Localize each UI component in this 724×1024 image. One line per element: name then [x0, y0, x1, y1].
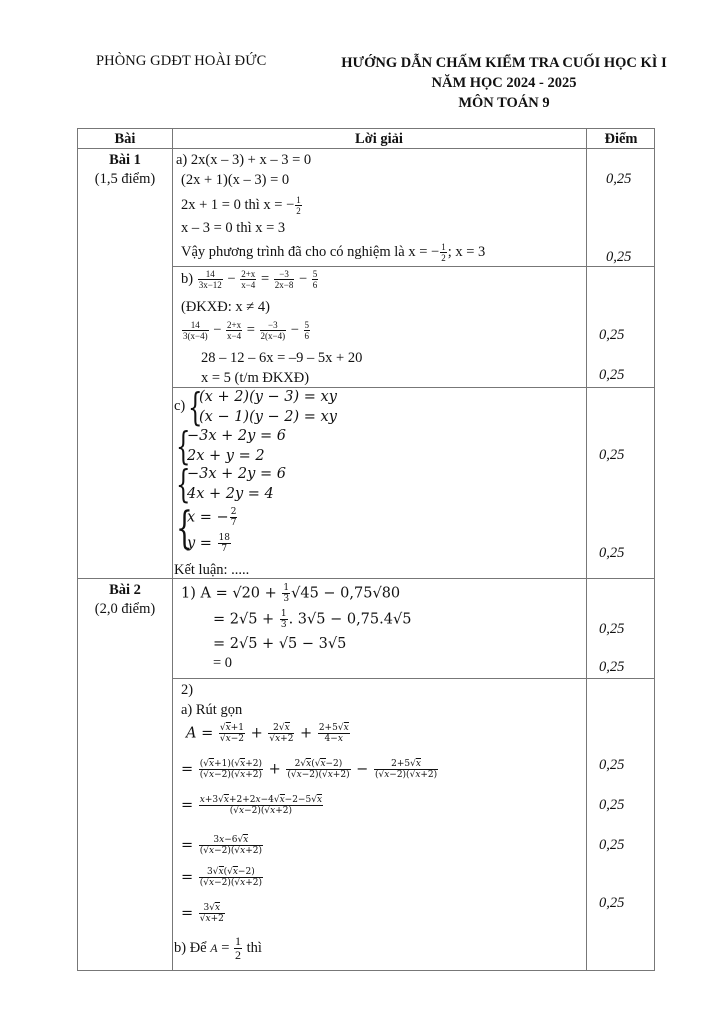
score: 0,25: [599, 327, 625, 343]
bai2-2a-result: = $\frac{3√x}{√x+2}$: [181, 903, 224, 924]
bai1b-line4: 28 – 12 – 6x = –9 – 5x + 20: [201, 350, 363, 366]
bai2-2a-step3: = $\frac{3x-6√x}{(√x-2)(√x+2)}$: [181, 835, 262, 856]
score: 0,25: [599, 757, 625, 773]
title-line-2: NĂM HỌC 2024 - 2025: [431, 75, 577, 91]
score: 0,25: [599, 367, 625, 383]
row-divider: [172, 678, 654, 679]
bai2-points: (2,0 điểm): [94, 601, 156, 617]
score: 0,25: [599, 659, 625, 675]
bai1b-line5: x = 5 (t/m ĐKXĐ): [201, 370, 310, 386]
bai2-1-line3: = 2√5 + √5 − 3√5: [213, 636, 347, 652]
fraction-half: $\frac{1}{2}$: [296, 195, 301, 216]
bai2-2a-step4: = $\frac{3√x(√x-2)}{(√x-2)(√x+2)}$: [181, 867, 262, 888]
system3-eq1: −3x + 2y = 6: [187, 466, 286, 482]
bai2-1-line4: = 0: [213, 655, 233, 671]
bai1a-line4: x – 3 = 0 thì x = 3: [181, 220, 286, 236]
bai2-1-line2: = 2√5 + $\frac{1}{3}$ . 3√5 − 0,75.4√5: [213, 609, 412, 630]
bai1-points: (1,5 điểm): [94, 171, 156, 187]
left-brace: {: [176, 462, 191, 506]
bai1c-conclusion: Kết luận: .....: [174, 562, 250, 578]
col-header-loigiai: Lời giải: [355, 131, 403, 147]
column-divider: [172, 129, 173, 970]
bai2-2a-expr: A = $\frac{√x+1}{√x-2}$ + $\frac{2√x}{√x+2}$ + $\frac{2+5√x}{4-x}$: [186, 723, 349, 744]
bai1-label: Bài 1: [109, 152, 141, 168]
score: 0,25: [599, 545, 625, 561]
bai1b-line1: b) $\frac{14}{3x-12}$ − $\frac{2+x}{x-4}$ = $\frac{-3}{2x-8}$ − $\frac{5}{6}$: [181, 269, 318, 290]
system4-eq1: x = − $\frac{2}{7}$: [187, 507, 237, 528]
left-brace: {: [176, 503, 193, 554]
bai1a-line5: Vậy phương trình đã cho có nghiệm là x = − $\frac{1}{2}$ ; x = 3: [181, 242, 486, 263]
score: 0,25: [599, 621, 625, 637]
bai1b-condition: (ĐKXĐ: x ≠ 4): [181, 299, 270, 315]
score: 0,25: [599, 447, 625, 463]
department-name: PHÒNG GDĐT HOÀI ĐỨC: [96, 53, 267, 69]
bai1b-line3: $\frac{14}{3(x-4)}$ − $\frac{2+x}{x-4}$ = $\frac{-3}{2(x-4)}$ − $\frac{5}{6}$: [183, 320, 310, 341]
bai1a-line1: a) 2x(x – 3) + x – 3 = 0: [176, 152, 312, 168]
system3-eq2: 4x + 2y = 4: [187, 486, 274, 502]
grading-table: [77, 128, 655, 971]
system1-eq1: (x + 2)(y − 3) = xy: [199, 389, 337, 405]
row-divider: [78, 148, 654, 149]
bai2-2a-step1: = $\frac{(√x+1)(√x+2)}{(√x-2)(√x+2)}$ + $\frac{2√x(√x-2)}{(√x-2)(√x+2)}$ − $\frac{2+5√x}{(√x-2)(√x+2)}$: [181, 759, 438, 780]
row-divider: [172, 266, 654, 267]
left-brace: {: [176, 424, 191, 468]
left-brace: {: [188, 385, 203, 429]
bai2-1-line1: 1) A = √20 + $\frac{1}{3}$ √45 − 0,75√80: [181, 583, 401, 604]
bai1a-line2: (2x + 1)(x – 3) = 0: [181, 172, 290, 188]
col-header-bai: Bài: [114, 131, 136, 147]
title-line-3: MÔN TOÁN 9: [458, 95, 550, 111]
system2-eq1: −3x + 2y = 6: [187, 428, 286, 444]
bai2-2a-title: a) Rút gọn: [181, 702, 243, 718]
system2-eq2: 2x + y = 2: [187, 448, 265, 464]
col-header-diem: Điểm: [604, 131, 638, 147]
bai1a-line3: 2x + 1 = 0 thì x = − $\frac{1}{2}$: [181, 195, 301, 216]
score: 0,25: [606, 249, 632, 265]
bai2-2-label: 2): [181, 682, 194, 698]
score: 0,25: [599, 895, 625, 911]
bai2-label: Bài 2: [109, 582, 141, 598]
column-divider: [586, 129, 587, 970]
row-divider: [78, 578, 654, 579]
title-line-1: HƯỚNG DẪN CHẤM KIỂM TRA CUỐI HỌC KÌ I: [341, 55, 667, 71]
bai1c-prefix: c): [174, 398, 186, 414]
score: 0,25: [599, 797, 625, 813]
document-title: [318, 53, 690, 113]
bai2-2b-line: b) Để A = $\frac{1}{2}$ thì: [174, 934, 262, 962]
fraction-half: $\frac{1}{2}$: [441, 242, 446, 263]
score: 0,25: [606, 171, 632, 187]
score: 0,25: [599, 837, 625, 853]
system1-eq2: (x − 1)(y − 2) = xy: [199, 409, 337, 425]
bai2-2a-step2: = $\frac{x+3√x+2+2x-4√x-2-5√x}{(√x-2)(√x+2)}$: [181, 795, 323, 816]
system4-eq2: y = $\frac{18}{7}$: [187, 533, 231, 554]
